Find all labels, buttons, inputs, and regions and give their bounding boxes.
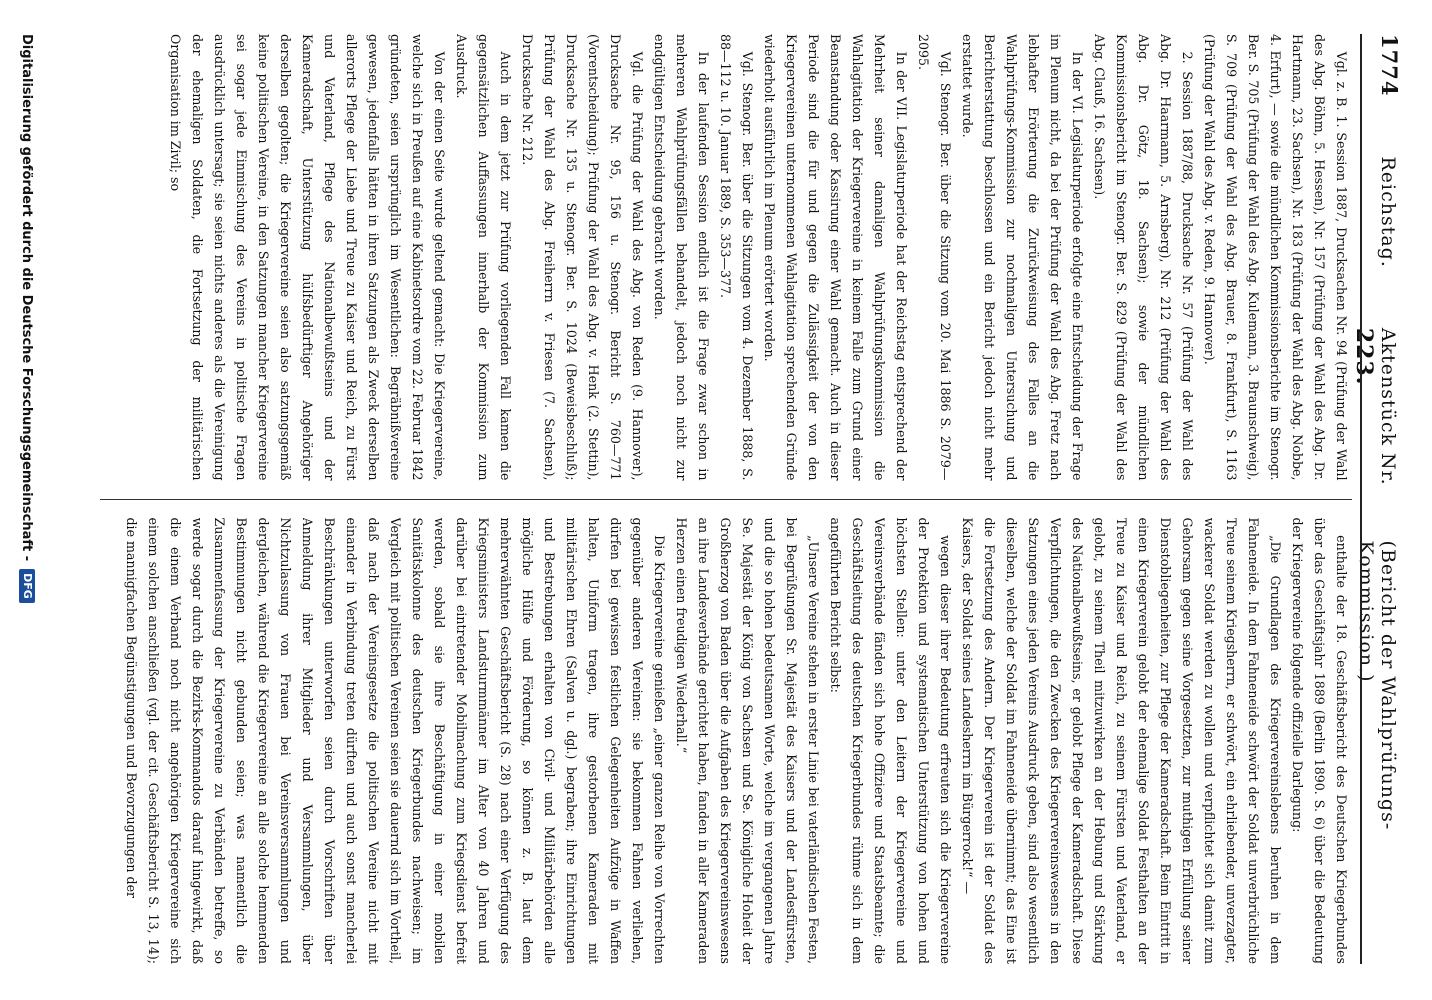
attachment-label	[1351, 328, 1399, 541]
header-left	[1351, 34, 1402, 541]
left-column	[100, 34, 1352, 481]
paragraph: In der VI. Legislaturperiode erfolgte eine Entscheidung der Frage im Plenum nicht, da bei der Prüfung der Wahl des Abg. Fretz nach lebhafter Erörterung die Zurückweisung des Falles an die Wahlprüfungs-Kommission zur nochmaligen Untersuchung und Berichterstattung beschlossen und ein Bericht jedoch nicht mehr erstattet wurde.	[960, 34, 1085, 481]
digitization-note: Digitalisierung gefördert durch die Deutsche Forschungsgemeinschaft -	[19, 34, 35, 562]
paragraph: Auch in dem jetzt zur Prüfung vorliegenden Fall kamen die gegensätzlichen Auffassungen innerhalb der Kommission zum Ausdruck.	[454, 34, 513, 481]
page-number: 1774	[1377, 34, 1402, 97]
paragraph: wegen dieser ihrer Bedeutung erfreuten sich die Kriegervereine der Protektion und systematischen Unterstützung von hohen und höchsten Stellen: unter den Leitern der Kriegervereine und Vereinsverbände fänden sich hohe Offiziere und Staatsbeamte; die Geschäftsleitung des deutschen Kriegerbundes rühme sich in dem angeführten Bericht selbst:	[828, 517, 953, 964]
quote-paragraph: „Unsere Vereine stehen in erster Linie bei vaterländischen Festen, bei Begrüßungen Sr. Majestät des Kaisers und der Landesfürsten, und die so hohen bedeutsamen Worte, welche im vergangenen Jahre Se. Majestät der König von Sachsen und Se. Königliche Hoheit der Großherzog von Baden über die Aufgaben des Kriegervereinswesens an ihre Landesverbände gerichtet haben, fanden in aller Kameraden Herzen einen freudigen Wiederhall.“	[674, 517, 821, 964]
page-header	[1351, 34, 1402, 964]
attachment-number: 223.	[1351, 327, 1377, 386]
paragraph: Von der einen Seite wurde geltend gemacht: Die Kriegervereine, welche sich in Preußen auf eine Kabinetsordre vom 22. Februar 1842 gründeten, seien ursprünglich im Wesentlichen: Begräbnißvereine gewesen, jedenfalls hätten in ihren Satzungen als Zweck derselben allerorts Pflege der Liebe und Treue zu Kaiser und Reich, zu Fürst und Vaterland, Pflege des Nationalbewußtseins und der Kameradschaft, Unterstützung hülfsbedürftiger Angehöriger derselben gegolten; die Kriegervereine seien also satzungsgemäß keine politischen Vereine, in den Satzungen mancher Kriegervereine sei sogar jede Einmischung des Vereins in politische Fragen ausdrücklich untersagt; sie seien nichts anderes als die Vereinigung der ehemaligen Soldaten, die Fortsetzung der militärischen Organisation im Zivil; so	[168, 34, 447, 481]
column-divider	[100, 499, 1352, 500]
paragraph: enthalte der 18. Geschäftsbericht des Deutschen Kriegerbundes über das Geschäftsjahr 1889 (Berlin 1890. S. 6) über die Bedeutung der Kriegervereine folgende offizielle Darlegung:	[1290, 517, 1349, 964]
dfg-logo: DFG	[19, 569, 35, 603]
commission-title: (Bericht der Wahlprüfungs-Kommission.)	[1355, 540, 1399, 831]
text-columns	[100, 34, 1352, 964]
paragraph: In der laufenden Session endlich ist die Frage zwar schon in mehreren Wahlprüfungsfällen behandelt, jedoch noch nicht zur endgültigen Entscheidung gebracht worden.	[652, 34, 711, 481]
attachment-prefix: Aktenstück Nr.	[1377, 327, 1399, 486]
paragraph: In der VII. Legislaturperiode hat der Reichstag entsprechend der Mehrheit seiner damaligen Wahlprüfungskommission die Wahlagitation der Kriegervereine in keinem Falle zum Grund einer Beanstandung oder Kassirung einer Wahl gemacht. Auch in dieser Periode sind die für und gegen die Zulässigkeit der von den Kriegervereinen unternommenen Wahlagitation sprechenden Gründe wiederholt ausführlich im Plenum erörtert worden.	[762, 34, 909, 481]
quote-paragraph: „Die Grundlagen des Kriegervereinslebens beruhen in dem Fahneneide. In dem Fahneneide schwört der Soldat unverbrüchliche Treue seinem Kriegsherrn, er schwört, ein ehrliebender, unverzagter, wackerer Soldat werden zu wollen und verpflichtet sich damit zum Gehorsam gegen seine Vorgesetzten, zur muthigen Erfüllung seiner Dienstobliegenheiten, zur Pflege der Kameradschaft. Beim Eintritt in einen Kriegerverein gelobt der ehemalige Soldat Festhalten an der Treue zu Kaiser und Reich, zu seinem Fürsten und Vaterland, er gelobt, zu seinem Theil mitzuwirken an der Hebung und Stärkung des Nationalbewußtseins, er gelobt Pflege der Kameradschaft. Diese Verpflichtungen, die den Zwecken des Kriegervereinswesens in den Satzungen eines jeden Vereins Ausdruck geben, sind also wesentlich dieselben, welche der Soldat im Fahneneide übernimmt; das Eine ist die Fortsetzung des Andern. Der Kriegerverein ist der Soldat des Kaisers, der Soldat seines Landesherrn im Bürgerrock!“ —	[960, 517, 1283, 964]
paragraph: Vgl. z. B. 1. Session 1887, Drucksachen Nr. 94 (Prüfung der Wahl des Abg. Böhm, 5. Hessen), Nr. 157 (Prüfung der Wahl des Abg. Dr. Hartmann, 23. Sachsen), Nr. 183 (Prüfung der Wahl des Abg. Nobbe, 4. Erfurt), — sowie die mündlichen Kommissionsberichte im Stenogr. Ber. S. 705 (Prüfung der Wahl des Abg. Kulemann, 3. Braunschweig), S. 709 (Prüfung der Wahl des Abg. Brauer, 8. Frankfurt), S. 1163 (Prüfung der Wahl des Abg. v. Reden, 9. Hannover).	[1202, 34, 1349, 481]
paragraph: Vgl. Stenogr. Ber. über die Sitzungen vom 4. Dezember 1888, S. 88—112 u. 10. Januar 1889, S. 353—377.	[718, 34, 755, 481]
header-divider	[1360, 34, 1362, 964]
paragraph: Die Kriegervereine genießen „einer ganzen Reihe von Vorrechten gegenüber anderen Vereinen: sie bekommen Fahnen verliehen, dürfen bei gewissen festlichen Gelegenheiten Aufzüge in Waffen halten, Uniform tragen, ihre gestorbenen Kameraden mit militärischen Ehren (Salven u. dgl.) begraben; ihre Einrichtungen und Bestrebungen erhalten von Civil- und Militärbehörden alle mögliche Hülfe und Förderung, so können z. B. laut dem mehrerwähnten Geschäftsbericht (S. 28) nach einer Verfügung des Kriegsministers Landsturmmänner im Alter von 40 Jahren und darüber bei eintretender Mobilmachung zum Kriegsdienst befreit werden, sobald sie ihre Beschäftigung in einer mobilen Sanitätskolonne des deutschen Kriegerbundes nachweisen; im Vergleich mit politischen Vereinen seien sie dauernd sich im Vortheil, daß nach der Vereinsgesetze die politischen Vereine nicht mit einander in Verbindung treten dürften und auch sonst mancherlei Beschränkungen unterworfen seien durch Vorschriften über Anmeldung ihrer Mitglieder und Versammlungen, über Nichtzulassung von Frauen bei Vereinsversammlungen und dergleichen, während die Kriegervereine an alle solche hemmenden Bestimmungen nicht gebunden seien; was namentlich die Zusammenfassung der Kriegervereine zu Verbänden betreffe, so werde sogar durch die Bezirks-Kommandos darauf hingewirkt, daß die einem Verband noch nicht angehörigen Kriegervereine sich einem solchen anschließen (vgl. der cit. Geschäftsbericht S. 13, 14); die mannigfachen Begünstigungen und Bevorzugungen der	[124, 517, 667, 964]
publication-title: Reichstag.	[1377, 156, 1399, 268]
paragraph: Vgl. die Prüfung der Wahl des Abg. von Reden (9. Hannover), Drucksache Nr. 95, 156 u. Stenogr. Bericht S. 760—771 (Vorentscheidung); Prüfung der Wahl des Abg. v. Henk (2. Stettin), Drucksache Nr. 135 u. Stenogr. Ber. S. 1024 (Beweisbeschluß); Prüfung der Wahl des Abg. Freiherrn v. Friesen (7. Sachsen), Drucksache Nr. 212.	[520, 34, 645, 481]
paragraph: 2. Session 1887/88, Drucksache Nr. 57 (Prüfung der Wahl des Abg. Dr. Haarmann, 5. Arnsberg), Nr. 212 (Prüfung der Wahl des Abg. Dr. Götz, 18. Sachsen); sowie der mündlichen Kommissionsbericht im Stenogr. Ber. S. 829 (Prüfung der Wahl des Abg. Clauß, 16. Sachsen).	[1092, 34, 1195, 481]
paragraph: Vgl. Stenogr. Ber. über die Sitzung vom 20. Mai 1886 S. 2079—2095.	[916, 34, 953, 481]
digitization-footer	[16, 34, 38, 964]
right-column	[100, 518, 1352, 965]
